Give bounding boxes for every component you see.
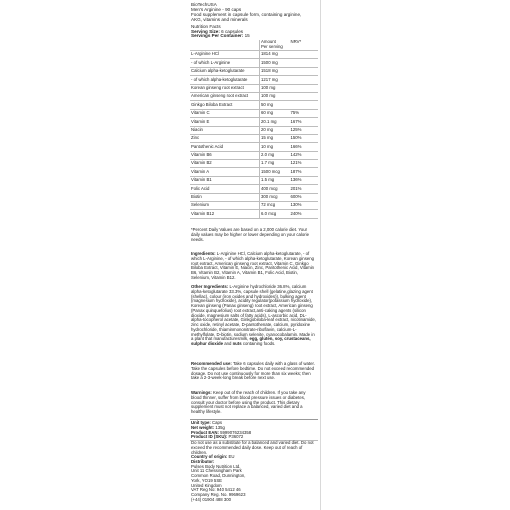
nutrient-amount: 100 mg [260, 92, 290, 100]
table-row [190, 134, 318, 142]
nutrient-amount: 300 mcg [260, 193, 290, 201]
nutrient-name: - of which L-Arginine [190, 59, 260, 67]
nutrient-amount: 20 mg [260, 126, 290, 134]
table-row [190, 118, 318, 126]
table-row [190, 210, 318, 218]
distributor-line: Pulses Body Nutrition Ltd. [191, 463, 241, 469]
nutrient-name: - of which alpha-ketoglutarate [190, 76, 260, 84]
net-weight: Net weight: 135g [191, 424, 225, 430]
table-row [190, 101, 318, 109]
nutrient-name: Folic Acid [190, 185, 260, 193]
product-sku: Product ID (SKU): P36072 [191, 434, 244, 440]
distributor-line: Company Reg. No. 9969623 [191, 492, 246, 497]
product-name: Men's Arginine - 90 caps [191, 7, 242, 12]
nutrient-amount: 72 mcg [260, 202, 290, 210]
table-row [190, 193, 318, 201]
table-row [190, 76, 318, 84]
nutrient-name: Calcium alpha-ketoglutarate [190, 67, 260, 75]
recommended-use-section: Recommended use: Take 6 capsules daily with a glass of water. Take the capsules before bedtime. Do not exceed recommended dosage. Do not use continuously for more than six weeks; then take a 2-3-week-long break before next use. [191, 361, 315, 381]
nutrient-name: Pantothenic Acid [190, 143, 260, 151]
ingredients-section: Ingredients: L-Arginine HCl, Calcium alpha-ketoglutarate, - of which L-Arginine, - of which alpha-ketoglutarate, Korean ginseng root extract, American ginseng root extract, Vitamin C, Ginkgo Biloba Extract, Vitamin E, Niacin, Zinc, Pantothenic Acid, Vitamin B6, Vitamin B2, Vitamin A, Vitamin B1, Folic Acid, Biotin, Selenium, Vitamin B12. [191, 251, 315, 280]
distributor-section [191, 455, 317, 503]
nutrient-amount: 6.0 mcg [260, 210, 290, 218]
distributor-line: Unit 11 Chessingham Park [191, 468, 242, 474]
nutrient-name: American ginseng root extract [190, 92, 260, 100]
unit-info [191, 421, 317, 440]
nutrient-nrv [289, 59, 318, 67]
nutrient-amount: 10 mg [260, 143, 290, 151]
table-row [190, 92, 318, 100]
nutrient-name: Zinc [190, 134, 260, 142]
nutrient-nrv [289, 101, 318, 109]
warnings-section: Warnings: Keep out of the reach of children. If you take any blood thinner, suffer from blood pressure issues or diabetes, consult your doctor before using the product. This dietary supplement must not replace a balanced, varied diet and a healthy lifestyle. [191, 390, 306, 414]
distributor-line: Common Road, Dunnington, [191, 473, 246, 478]
nutrient-amount: 1217 mg [260, 76, 290, 84]
nutrient-amount: 15 mg [260, 134, 290, 142]
nutrient-amount: 1500 mcg [260, 168, 290, 176]
nutrient-nrv: 150% [289, 134, 318, 142]
nutrient-name: Vitamin E [190, 118, 260, 126]
nutrient-name: Vitamin B6 [190, 151, 260, 159]
nutrient-nrv: 125% [289, 126, 318, 134]
nutrient-nrv [289, 67, 318, 75]
nutrient-nrv: 187% [289, 168, 318, 176]
nutrient-name: Korean ginseng root extract [190, 84, 260, 92]
nutrient-name: Niacin [190, 126, 260, 134]
table-row [190, 59, 318, 67]
nutrient-name: Vitamin C [190, 109, 260, 117]
nutrition-facts-title: Nutrition Facts [191, 24, 221, 29]
table-header-row [190, 40, 318, 51]
nutrient-nrv: 121% [289, 160, 318, 168]
product-ean: Product EAN: 5999076234358 [191, 429, 252, 435]
table-row [190, 185, 318, 193]
nutrient-name: Vitamin B12 [190, 210, 260, 218]
nutrient-amount: 50 mg [260, 101, 290, 109]
nutrition-table [190, 40, 318, 219]
table-row [190, 51, 318, 59]
table-row [190, 143, 318, 151]
table-row [190, 109, 318, 117]
nutrient-amount: 1814 mg [260, 51, 290, 59]
nutrient-name: Vitamin B2 [190, 160, 260, 168]
nutrient-amount: 1518 mg [260, 67, 290, 75]
table-row [190, 168, 318, 176]
nutrient-name: L-Arginine HCl [190, 51, 260, 59]
table-row [190, 160, 318, 168]
serving-size: Serving Size: 6 capsules [191, 28, 244, 34]
nutrient-nrv [289, 51, 318, 59]
nutrient-nrv [289, 84, 318, 92]
nutrient-name: Selenium [190, 202, 260, 210]
daily-value-footnote: *Percent Daily Values are based on a 2,000 calorie diet. Your daily values may be higher or lower depending on your calorie needs. [191, 227, 309, 242]
nutrient-amount: 2.0 mg [260, 151, 290, 159]
nutrient-amount: 20.1 mg [260, 118, 290, 126]
nutrient-name: Biotin [190, 193, 260, 201]
nutrient-nrv: 167% [289, 118, 318, 126]
nutrient-name: Vitamin B1 [190, 176, 260, 184]
nutrient-amount: 100 mg [260, 84, 290, 92]
table-row [190, 176, 318, 184]
page-border-right [320, 0, 321, 510]
nutrient-nrv [289, 76, 318, 84]
nutrient-nrv: 166% [289, 143, 318, 151]
distributor-line: United Kingdom [191, 482, 222, 488]
nutrient-nrv: 130% [289, 202, 318, 210]
nutrient-nrv: 201% [289, 185, 318, 193]
column-header-nrv: NRV* [290, 39, 302, 44]
nutrient-amount: 400 mcg [260, 185, 290, 193]
country-of-origin: Country of origin: EU [191, 454, 235, 459]
nutrient-nrv: 136% [289, 176, 318, 184]
table-row [190, 126, 318, 134]
distributor-line: (+44) 01904 488 300 [191, 496, 232, 502]
nutrient-nrv: 75% [289, 109, 318, 117]
product-description-1: Food supplement in capsule form, containing arginine, [191, 12, 302, 17]
nutrient-name: Ginkgo Biloba Extract [190, 101, 260, 109]
unit-type: Unit type: Caps [191, 420, 223, 425]
column-header-amount: Amount Per serving [261, 39, 283, 49]
nutrient-nrv: 240% [289, 210, 318, 218]
nutrient-name: Vitamin A [190, 168, 260, 176]
table-row [190, 67, 318, 75]
table-row [190, 84, 318, 92]
product-description-2: AKG, vitamins and minerals [191, 16, 248, 22]
nutrient-nrv: 600% [289, 193, 318, 201]
column-header-name [190, 40, 260, 51]
nutrient-nrv: 142% [289, 151, 318, 159]
brand-name: BioTechUSA [191, 2, 217, 7]
nutrient-amount: 1500 mg [260, 59, 290, 67]
distributor-line: York, YO19 5SE [191, 477, 223, 483]
nutrient-amount: 1.5 mg [260, 176, 290, 184]
nutrient-amount: 60 mg [260, 109, 290, 117]
distributor-line: VAT Reg No: 940 5412 46 [191, 487, 241, 493]
product-label-sheet [189, 0, 320, 510]
usage-note: Do not use as a substitute for a balanced and varied diet. Do not exceed the recommended daily dose. Keep out of reach of children. [191, 440, 314, 455]
table-row [190, 151, 318, 159]
nutrient-nrv [289, 92, 318, 100]
nutrient-amount: 1.7 mg [260, 160, 290, 168]
table-row [190, 202, 318, 210]
distributor-label: Distributor: [191, 458, 215, 464]
servings-per-container: Servings Per Container: 15 [191, 33, 250, 38]
other-ingredients-section: Other Ingredients: L-Arginine hydrochloride 36.8%, calcium alpha-ketoglutarate 33.3%, capsule shell (gelatine,glazing agent (shellac), colour (iron oxides and hydroxides)), bulking agent (magnesium hydroxide), acidity regulator(potassium hydroxide), Korean ginseng (Panax ginseng) root extract, American ginseng (Panax quinquefolius) root extract,anti-caking agents (silicon dioxide, magnesium salts of fatty acids), L-ascorbic acid, DL-alpha-tocopherol acetate, Ginkgobiloba-leaf extract, nicotinamide, zinc oxide, retinyl acetate, D-pantothenate, calcium, pyridoxine hydrochloride, thiaminmononitrate-riboflavin, calcium-L-methylfolate, D-biotin, sodium selenite, cyanocobalamin. Made in a plant that manufacturesmilk, egg, gluten, soy, crustaceans, sulphur dioxide and nuts containing foods. [191, 284, 316, 346]
